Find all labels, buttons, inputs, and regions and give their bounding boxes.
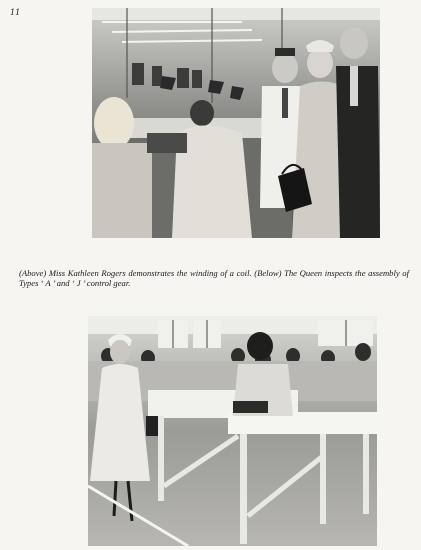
- top-photograph-image: [92, 8, 380, 238]
- page-number: 11: [10, 8, 21, 17]
- photo-caption: (Above) Miss Kathleen Rogers demonstrates the winding of a coil. (Below) The Queen inspects the assembly of Types ‘ A ’ and ‘ J ’ control gear.: [19, 268, 409, 288]
- bottom-photograph-image: [88, 316, 377, 546]
- bottom-photograph: [88, 316, 377, 546]
- top-photograph: [92, 8, 380, 238]
